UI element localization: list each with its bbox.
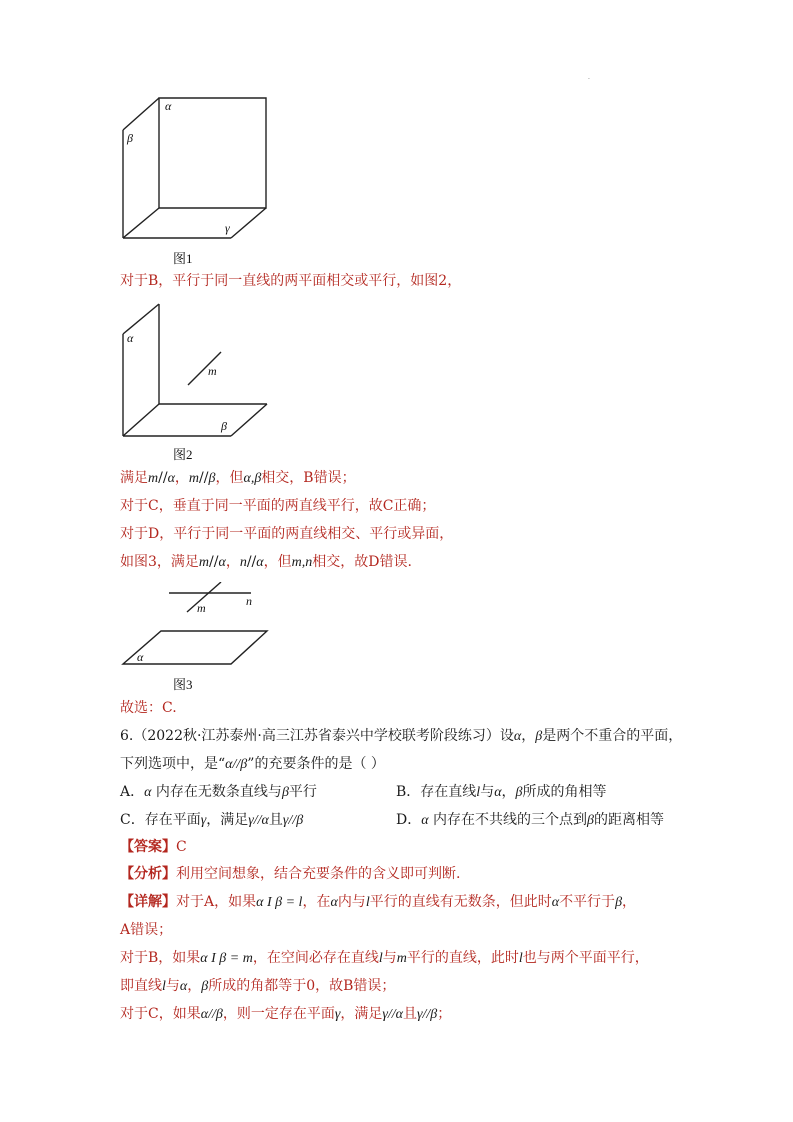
q6-stem-line1 (120, 727, 682, 746)
q6-options-row2 (120, 811, 680, 830)
fig2-alpha-label: α (127, 331, 134, 345)
fig3-n-label: n (246, 594, 252, 608)
math-m-n: m,n (291, 555, 313, 570)
math-m: m (396, 951, 407, 966)
t: ， (187, 978, 202, 994)
t: 满足 (120, 470, 148, 486)
t: 所成的角都等于0，故B错误； (208, 978, 396, 994)
math-alpha-beta: α,β (243, 471, 262, 486)
fig1-alpha-label: α (165, 99, 172, 113)
t: 相交，B错误； (261, 470, 356, 486)
t: ，但 (263, 554, 292, 570)
t: 内与 (337, 894, 366, 910)
analysis-text: 利用空间想象，结合充要条件的含义即可判断. (176, 866, 461, 882)
math-l: l (476, 785, 481, 800)
t: 所成的角相等 (522, 784, 607, 800)
t: 且 (268, 812, 283, 828)
math-alpha: α (144, 785, 152, 800)
t: 如图3，满足 (120, 554, 199, 570)
t: 对于C，如果 (120, 1006, 201, 1022)
t: ，但 (215, 470, 244, 486)
math-gamma: γ (200, 813, 207, 828)
math-beta: β (281, 785, 289, 800)
detail-line-a-err: A错误； (120, 922, 173, 938)
figure-1-caption: 图1 (173, 251, 193, 266)
t: ，满足 (340, 1006, 383, 1022)
detail-line-b2 (120, 977, 395, 996)
t: ”的充要条件的是（ ） (247, 756, 385, 772)
analysis-tag: 【分析】 (120, 866, 176, 882)
t: 的距离相等 (594, 812, 665, 828)
text-line-b: 对于B，平行于同一直线的两平面相交或平行，如图2， (120, 273, 462, 289)
t: 内存在无数条直线与 (151, 784, 282, 800)
t: ， (622, 894, 637, 910)
detail-line-a (120, 893, 636, 912)
math-l: l (162, 979, 166, 994)
fig1-gamma-label: γ (225, 221, 230, 235)
math-gamma-par-alpha: γ//α (248, 813, 269, 828)
option-c (120, 812, 303, 828)
math-condition: α//β (225, 757, 248, 772)
t: ； (437, 1006, 452, 1022)
t: 下列选项中，是“ (120, 756, 226, 772)
answer-tag: 【答案】 (120, 839, 176, 855)
math-alpha: α (330, 895, 338, 910)
t: ， (521, 728, 536, 744)
math-alpha: α (551, 895, 560, 910)
t: 与 (165, 978, 180, 994)
t: 不平行于 (559, 894, 616, 910)
math-alpha: α (421, 813, 429, 828)
t: B．存在直线 (396, 784, 477, 800)
detail-tag: 【详解】 (120, 894, 176, 910)
option-b (396, 783, 607, 802)
t: ， (174, 470, 189, 486)
figure-3-caption: 图3 (173, 677, 193, 692)
text-line-satisfy (120, 469, 356, 488)
math-l: l (365, 895, 370, 910)
answer-prev: 故选：C. (120, 700, 177, 716)
analysis-line (120, 865, 460, 883)
t: 平行的直线有无数条，但此时 (369, 894, 552, 910)
t: 对于B，如果 (120, 950, 201, 966)
math-beta: β (615, 895, 623, 910)
math-m: m (188, 471, 200, 486)
math-gamma-par-alpha: γ//α (382, 1007, 404, 1022)
corner-mark: . (588, 74, 590, 81)
math-l: l (378, 951, 383, 966)
option-a (120, 784, 317, 800)
math-alpha: α (218, 555, 226, 570)
t: 是两个不重合的平面， (542, 728, 683, 744)
answer-line (120, 838, 187, 856)
t: ，满足 (206, 812, 249, 828)
math-intersection: α I β = m (200, 951, 253, 966)
t: A． (120, 784, 145, 800)
math-beta: β (201, 979, 209, 994)
t: 也与两个平面平行， (522, 950, 649, 966)
text-line-c: 对于C，垂直于同一平面的两直线平行，故C正确； (120, 498, 436, 514)
detail-line-b1 (120, 949, 649, 968)
figure-1 (115, 90, 275, 250)
figure-2 (115, 300, 275, 440)
math-parallel: // (199, 470, 209, 486)
math-gamma-par-beta: γ//β (282, 813, 304, 828)
figure-3 (115, 582, 275, 672)
fig2-beta-label: β (221, 419, 227, 433)
math-beta: β (587, 813, 595, 828)
math-gamma-par-beta: γ//β (417, 1007, 438, 1022)
math-beta: β (535, 729, 543, 744)
math-l: l (518, 951, 523, 966)
t: 平行 (288, 784, 317, 800)
figure-3-drawing (115, 582, 275, 672)
t: ，则一定存在平面 (222, 1006, 335, 1022)
t: C．存在平面 (120, 812, 201, 828)
math-alpha: α (256, 555, 264, 570)
figure-2-caption: 图2 (173, 447, 193, 462)
math-alpha: α (179, 979, 188, 994)
fig3-m-label: m (197, 601, 206, 615)
math-intersection: α I β = l (256, 895, 303, 910)
fig2-m-label: m (208, 364, 217, 378)
figure-1-drawing (115, 90, 275, 250)
option-d (396, 811, 664, 830)
t: 即直线 (120, 978, 162, 994)
math-beta: β (515, 785, 523, 800)
math-alpha: α (167, 471, 175, 486)
figure-2-drawing (115, 300, 275, 440)
math-parallel: // (158, 470, 168, 486)
math-parallel: // (209, 554, 219, 570)
t: 与 (382, 950, 397, 966)
t: 内存在不共线的三个点到 (428, 812, 588, 828)
math-gamma: γ (334, 1007, 341, 1022)
t: ， (225, 554, 240, 570)
math-alpha: α (513, 729, 522, 744)
math-m: m (198, 555, 210, 570)
math-alpha-par-beta: α//β (200, 1007, 223, 1022)
math-beta: β (208, 471, 216, 486)
math-n: n (239, 555, 247, 570)
math-m: m (148, 471, 159, 486)
t: 与 (480, 784, 495, 800)
t: 平行的直线，此时 (406, 950, 519, 966)
t: ， (501, 784, 516, 800)
fig3-alpha-label: α (137, 650, 144, 664)
math-alpha: α (494, 785, 502, 800)
fig1-beta-label: β (127, 131, 133, 145)
t: ，在空间必存在直线 (252, 950, 379, 966)
t: D． (396, 812, 422, 828)
t: 且 (403, 1006, 418, 1022)
text-line-d: 对于D，平行于同一平面的两直线相交、平行或异面， (120, 526, 454, 542)
math-parallel: // (246, 554, 257, 570)
q6-stem-line2 (120, 755, 385, 774)
t: ，在 (302, 894, 331, 910)
t: 对于A，如果 (176, 894, 257, 910)
t: 6.（2022秋·江苏泰州·高三江苏省泰兴中学校联考阶段练习）设 (120, 728, 514, 744)
detail-line-c (120, 1005, 451, 1024)
q6-options-row1 (120, 783, 680, 802)
t: 相交，故D错误. (312, 554, 412, 570)
answer-value: C (176, 839, 187, 855)
text-line-fig3 (120, 553, 412, 572)
